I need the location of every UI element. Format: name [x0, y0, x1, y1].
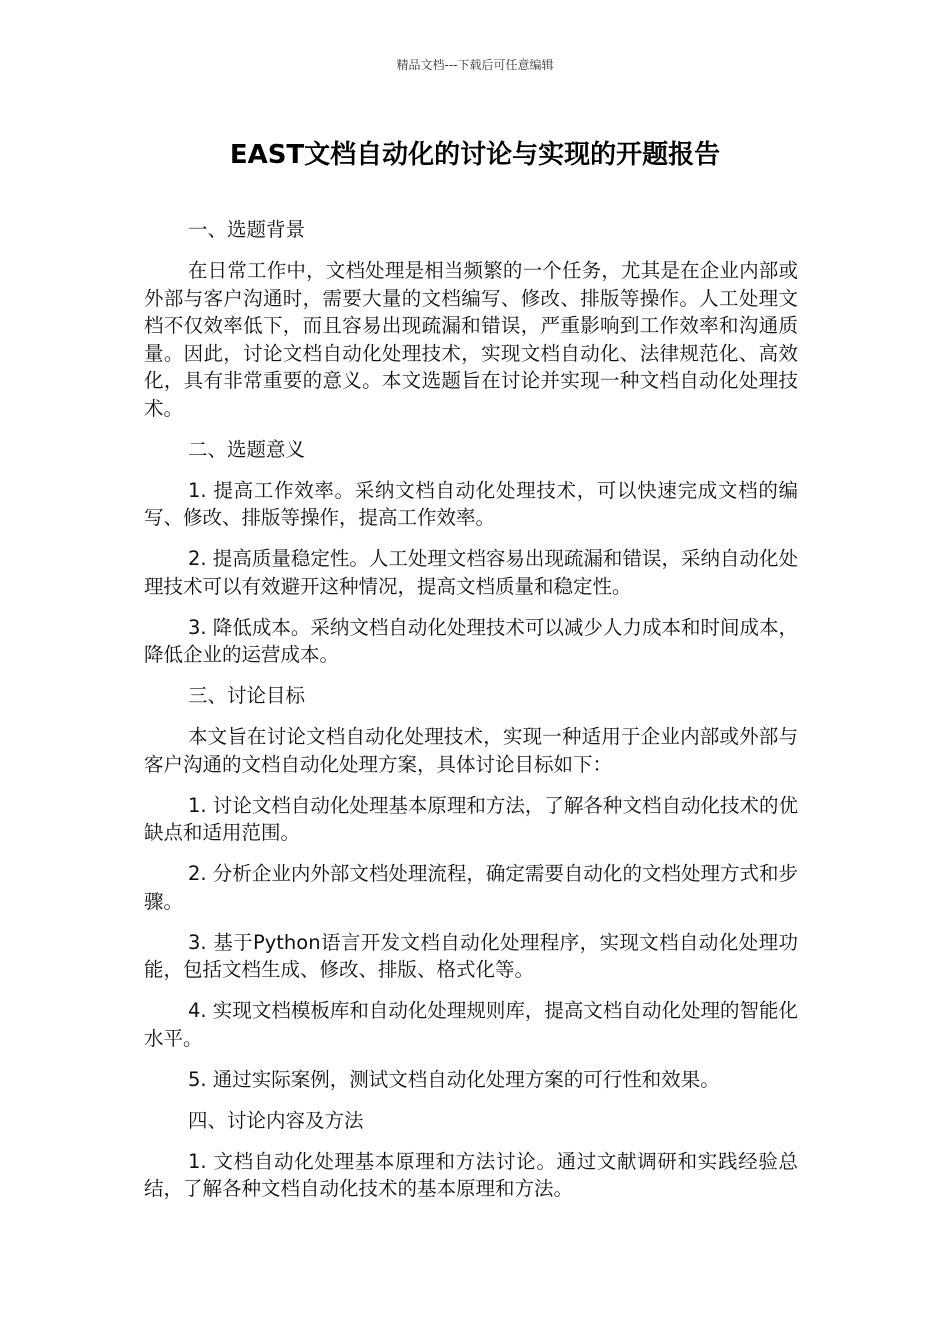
- section-heading-background: 一、选题背景: [188, 218, 306, 241]
- significance-item-1: 1. 提高工作效率。采纳文档自动化处理技术，可以快速完成文档的编写、修改、排版等操作，提高工作效率。: [144, 478, 798, 529]
- goals-intro-paragraph: 本文旨在讨论文档自动化处理技术，实现一种适用于企业内部或外部与客户沟通的文档自动化处理方案，具体讨论目标如下：: [144, 725, 798, 776]
- significance-item-2: 2. 提高质量稳定性。人工处理文档容易出现疏漏和错误，采纳自动化处理技术可以有效避开这种情况，提高文档质量和稳定性。: [144, 547, 798, 598]
- significance-item-3: 3. 降低成本。采纳文档自动化处理技术可以减少人力成本和时间成本，降低企业的运营成本。: [144, 615, 798, 666]
- document-title: EAST文档自动化的讨论与实现的开题报告: [229, 140, 721, 170]
- goals-item-4: 4. 实现文档模板库和自动化处理规则库，提高文档自动化处理的智能化水平。: [144, 999, 798, 1050]
- goals-item-3: 3. 基于Python语言开发文档自动化处理程序，实现文档自动化处理功能，包括文档生成、修改、排版、格式化等。: [144, 930, 798, 981]
- document-body: [144, 216, 798, 1216]
- goals-item-1: 1. 讨论文档自动化处理基本原理和方法，了解各种文档自动化技术的优缺点和适用范围。: [144, 793, 798, 844]
- section-heading-significance: 二、选题意义: [188, 437, 306, 461]
- section-heading-goals: 三、讨论目标: [188, 684, 306, 707]
- methods-item-1: 1. 文档自动化处理基本原理和方法讨论。通过文献调研和实践经验总结，了解各种文档自动化技术的基本原理和方法。: [144, 1149, 798, 1200]
- goals-item-5: 5. 通过实际案例，测试文档自动化处理方案的可行性和效果。: [188, 1067, 720, 1091]
- goals-item-2: 2. 分析企业内外部文档处理流程，确定需要自动化的文档处理方式和步骤。: [144, 862, 798, 913]
- section-heading-methods: 四、讨论内容及方法: [188, 1108, 364, 1132]
- page-header-watermark: 精品文档---下载后可任意编辑: [396, 58, 554, 72]
- background-paragraph: 在日常工作中，文档处理是相当频繁的一个任务，尤其是在企业内部或外部与客户沟通时，需要大量的文档编写、修改、排版等操作。人工处理文档不仅效率低下，而且容易出现疏漏和错误，严重影响到工作效率和沟通质量。因此，讨论文档自动化处理技术，实现文档自动化、法律规范化、高效化，具有非常重要的意义。本文选题旨在讨论并实现一种文档自动化处理技术。: [144, 259, 798, 420]
